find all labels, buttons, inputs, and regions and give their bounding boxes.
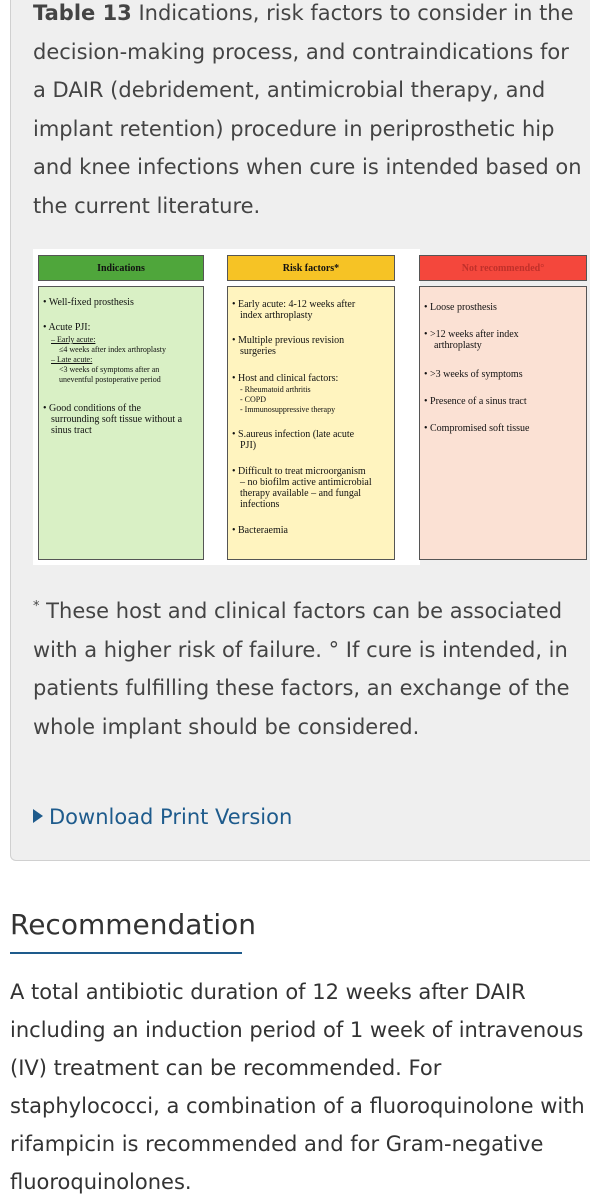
risk-item: index arthroplasty xyxy=(240,310,313,321)
risk-item: • Early acute: 4-12 weeks after xyxy=(232,299,356,310)
contraindication-item: • >3 weeks of symptoms xyxy=(424,369,523,380)
recommendation-text: A total antibiotic duration of 12 weeks after DAIR including an induction period of 1 week of intravenous (IV) treatment can be recommended. For staphylococci, a combination of a fluoroquinolone with rifampicin is recommended and for Gram-negative fluoroquinolones. xyxy=(10,980,585,1194)
risk-factors-header: Risk factors* xyxy=(227,255,395,281)
indication-item: surrounding soft tissue without a xyxy=(51,414,183,425)
indications-body xyxy=(38,286,204,560)
download-print-link[interactable] xyxy=(33,805,292,829)
risk-subitem: - Immunosuppressive therapy xyxy=(240,405,336,414)
contraindication-item: • Presence of a sinus tract xyxy=(424,396,527,407)
indications-header: Indications xyxy=(38,255,204,281)
footnote-text: These host and clinical factors can be associated with a higher risk of failure. ° If cure is intended, in patients fulfilling these factors, an exchange of the whole implant should be considered. xyxy=(33,599,570,739)
not-recommended-header: Not recommended° xyxy=(419,255,587,281)
risk-item: • Host and clinical factors: xyxy=(232,373,339,384)
indication-subitem: <3 weeks of symptoms after an xyxy=(59,365,160,374)
table-image xyxy=(33,249,545,565)
contraindication-item: • >12 weeks after index xyxy=(424,329,519,340)
risk-item: • Multiple previous revision xyxy=(232,335,345,346)
download-label[interactable]: Download Print Version xyxy=(49,805,293,829)
indication-subitem: uneventful postoperative period xyxy=(59,375,161,384)
risk-item: • Bacteraemia xyxy=(232,525,288,536)
risk-subitem: - Rheumatoid arthritis xyxy=(240,385,311,394)
risk-item: therapy available – and fungal xyxy=(240,488,362,499)
contraindication-item: • Loose prosthesis xyxy=(424,302,497,313)
contraindication-item: • Compromised soft tissue xyxy=(424,423,530,434)
indication-subitem: ≤4 weeks after index arthroplasty xyxy=(59,345,167,354)
table-footnote xyxy=(33,588,583,746)
indication-item: sinus tract xyxy=(51,425,92,436)
heading-underline xyxy=(10,952,242,954)
risk-item: infections xyxy=(240,499,280,510)
indication-subitem: – Early acute: xyxy=(51,335,96,344)
contraindication-item: arthroplasty xyxy=(434,340,482,351)
indication-item: • Acute PJI: xyxy=(43,322,91,333)
indication-item: • Good conditions of the xyxy=(43,403,141,414)
risk-item: surgeries xyxy=(240,346,276,357)
risk-item: – no biofilm active antimicrobial xyxy=(240,477,372,488)
footnote-star: * xyxy=(33,599,40,614)
risk-item: • Difficult to treat microorganism xyxy=(232,466,366,477)
indication-subitem: – Late acute: xyxy=(51,355,93,364)
play-triangle-icon xyxy=(33,809,43,823)
recommendation-heading: Recommendation xyxy=(10,908,257,941)
not-recommended-body xyxy=(419,286,587,560)
caption-text: Indications, risk factors to consider in the decision-making process, and contraindications for a DAIR (debridement, antimicrobial therapy, and implant retention) procedure in periprosthetic hip and knee infections when cure is intended based on the current literature. xyxy=(33,1,582,218)
risk-item: • S.aureus infection (late acute xyxy=(232,429,355,440)
table-caption xyxy=(33,0,583,225)
table-label: Table 13 xyxy=(33,1,132,25)
indication-item: • Well-fixed prosthesis xyxy=(43,297,134,308)
risk-factors-body xyxy=(227,286,395,560)
risk-subitem: - COPD xyxy=(240,395,267,404)
risk-item: PJI) xyxy=(240,440,257,451)
